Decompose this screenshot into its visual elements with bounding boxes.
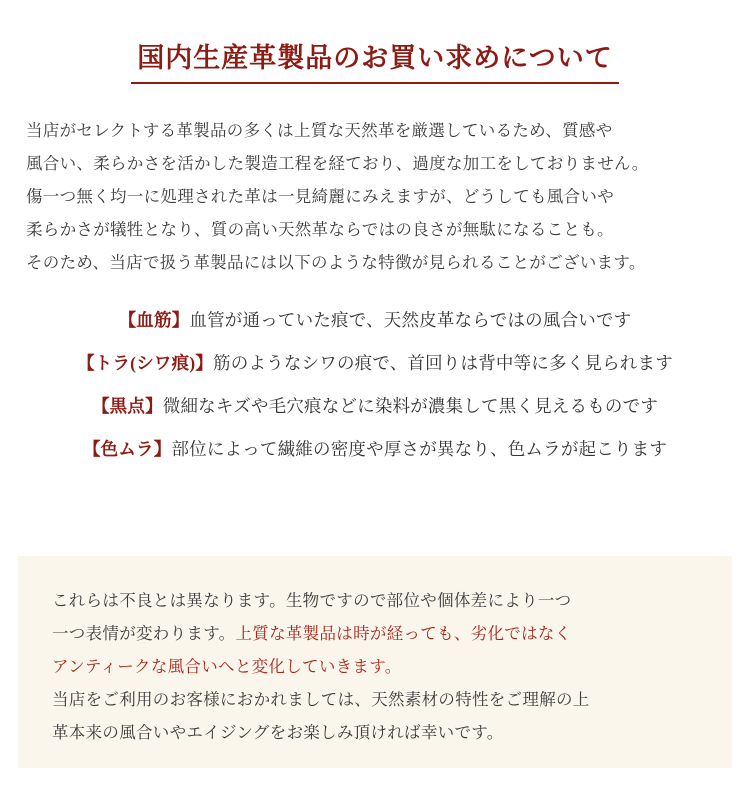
intro-line: そのため、当店で扱う革製品には以下のような特徴が見られることがございます。 [26, 253, 646, 272]
feature-term: 【トラ(シワ痕)】 [77, 353, 214, 374]
note-line-plain: 一つ表情が変わります。 [52, 624, 236, 643]
feature-list [0, 307, 750, 464]
intro-line: 傷一つ無く均一に処理された革は一見綺麗にみえますが、どうしても風合いや [26, 187, 614, 206]
feature-item [0, 436, 750, 463]
note-line: これらは不良とは異なります。生物ですので部位や個体差により一つ [52, 591, 572, 610]
feature-description: 微細なキズや毛穴痕などに染料が濃集して黒く見えるものです [162, 396, 659, 417]
page-title-container [0, 36, 750, 84]
page-title: 国内生産革製品のお買い求めについて [131, 36, 618, 84]
intro-line: 柔らかさが犠牲となり、質の高い天然革ならではの良さが無駄になることも。 [26, 220, 614, 239]
feature-item [0, 350, 750, 377]
feature-term: 【血筋】 [118, 310, 190, 330]
intro-paragraph [26, 114, 724, 279]
feature-description: 血管が通っていた痕で、天然皮革ならではの風合いです [189, 310, 632, 330]
note-line: 革本来の風合いやエイジングをお楽しみ頂ければ幸いです。 [52, 723, 504, 742]
intro-line: 風合い、柔らかさを活かした製造工程を経ており、過度な加工をしておりません。 [26, 154, 649, 173]
feature-item [0, 307, 750, 334]
feature-term: 【色ムラ】 [82, 439, 172, 460]
note-line-highlight: 上質な革製品は時が経っても、劣化ではなく [235, 624, 572, 643]
note-box [18, 556, 732, 768]
feature-description: 筋のようなシワの痕で、首回りは背中等に多く見られます [213, 353, 673, 374]
feature-item [0, 393, 750, 420]
document-page [0, 36, 750, 786]
feature-description: 部位によって繊維の密度や厚さが異なり、色ムラが起こります [171, 439, 668, 460]
note-line [52, 617, 698, 650]
note-line: 当店をご利用のお客様におかれましては、天然素材の特性をご理解の上 [52, 690, 590, 709]
intro-line: 当店がセレクトする革製品の多くは上質な天然革を厳選しているため、質感や [26, 121, 613, 140]
feature-term: 【黒点】 [91, 396, 163, 417]
note-line-highlight: アンティークな風合いへと変化していきます。 [52, 657, 402, 676]
